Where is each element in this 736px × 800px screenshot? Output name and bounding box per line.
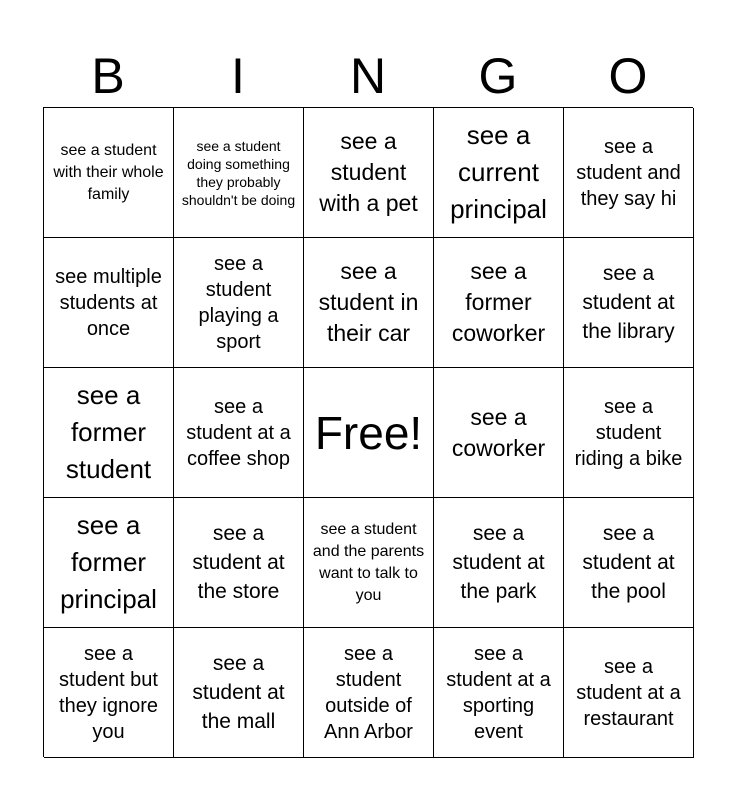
bingo-cell[interactable] [564,238,694,368]
bingo-header [43,44,693,108]
cell-text: see a student with their whole family [53,141,164,203]
cell-text: see a student at a coffee shop [186,395,291,470]
cell-text: see a coworker [451,403,546,461]
cell-text: see a student at the library [582,262,675,343]
bingo-cell[interactable] [44,628,174,758]
bingo-cell[interactable] [434,498,564,628]
header-letter-g: G [478,48,518,104]
bingo-cell[interactable] [44,498,174,628]
cell-text: see a student at a sporting event [446,642,551,743]
bingo-cell[interactable] [44,108,174,238]
cell-text: see a student with a pet [319,128,418,216]
free-space[interactable] [304,368,434,498]
cell-text: see a student doing something they probably shouldn't be doing [181,137,296,208]
bingo-cell[interactable] [174,628,304,758]
cell-text: see a student at the store [192,522,285,603]
header-letter-i: I [231,48,245,104]
bingo-cell[interactable] [174,498,304,628]
bingo-board [43,107,693,757]
bingo-cell[interactable] [44,368,174,498]
bingo-cell[interactable] [434,628,564,758]
cell-text: see a current principal [450,120,547,224]
cell-text: see a student at the park [452,522,545,603]
bingo-cell[interactable] [564,368,694,498]
header-letter-b: B [91,48,125,104]
cell-text: see a student playing a sport [198,252,279,353]
header-letter-n: N [349,48,387,104]
bingo-cell[interactable] [564,108,694,238]
cell-text: see a student in their car [318,258,419,346]
bingo-cell[interactable] [174,238,304,368]
bingo-cell[interactable] [174,108,304,238]
free-space-label: Free! [314,406,423,459]
cell-text: see a student at the pool [582,522,675,603]
bingo-cell[interactable] [304,628,434,758]
bingo-cell[interactable] [434,108,564,238]
bingo-cell[interactable] [304,238,434,368]
cell-text: see a student riding a bike [574,395,683,470]
bingo-cell[interactable] [564,498,694,628]
cell-text: see a student and they say hi [576,135,681,210]
cell-text: see a former student [65,380,152,484]
cell-text: see a former principal [60,510,157,614]
bingo-cell[interactable] [564,628,694,758]
bingo-cell[interactable] [174,368,304,498]
bingo-cell[interactable] [434,238,564,368]
cell-text: see a student at the mall [192,652,285,733]
bingo-cell[interactable] [304,498,434,628]
bingo-cell[interactable] [44,238,174,368]
bingo-cell[interactable] [434,368,564,498]
cell-text: see multiple students at once [55,265,162,340]
header-letter-o: O [608,48,648,104]
cell-text: see a student and the parents want to talk to you [312,520,425,604]
cell-text: see a student at a restaurant [576,655,681,730]
cell-text: see a former coworker [451,258,546,346]
cell-text: see a student but they ignore you [59,642,158,743]
cell-text: see a student outside of Ann Arbor [324,642,413,743]
bingo-cell[interactable] [304,108,434,238]
